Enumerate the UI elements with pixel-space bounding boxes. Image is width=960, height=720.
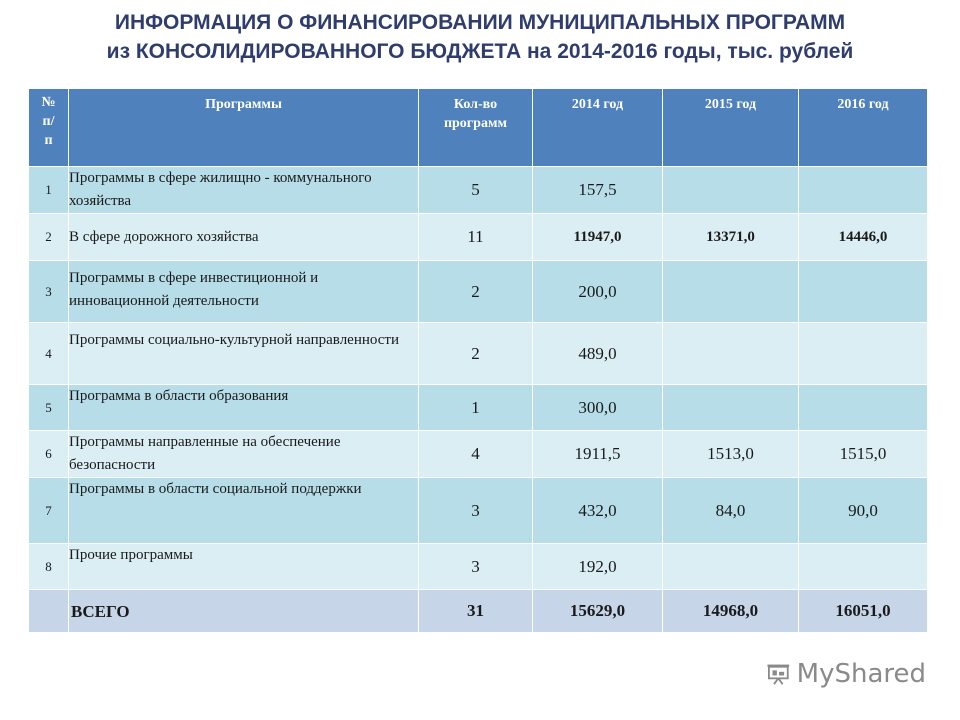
row-2016 bbox=[799, 261, 928, 323]
total-row bbox=[29, 590, 928, 633]
row-2015 bbox=[663, 544, 799, 590]
header-programs: Программы bbox=[69, 89, 419, 167]
header-2014: 2014 год bbox=[533, 89, 663, 167]
row-count: 4 bbox=[419, 431, 533, 478]
row-num: 8 bbox=[29, 544, 69, 590]
row-num: 1 bbox=[29, 167, 69, 214]
row-2014: 1911,5 bbox=[533, 431, 663, 478]
table-row bbox=[29, 323, 928, 385]
total-2014: 15629,0 bbox=[533, 590, 663, 633]
row-2016 bbox=[799, 167, 928, 214]
header-num: № п/ п bbox=[29, 89, 69, 167]
row-count: 5 bbox=[419, 167, 533, 214]
row-program-name: Программы в области социальной поддержки bbox=[69, 478, 419, 544]
total-2016: 16051,0 bbox=[799, 590, 928, 633]
title-line-2: из КОНСОЛИДИРОВАННОГО БЮДЖЕТА на 2014-2016 годы, тыс. рублей bbox=[106, 40, 854, 63]
row-num: 2 bbox=[29, 214, 69, 261]
row-count: 1 bbox=[419, 385, 533, 431]
row-2015: 1513,0 bbox=[663, 431, 799, 478]
row-program-name: Программы социально-культурной направленности bbox=[69, 323, 419, 385]
row-program-name: Программы в сфере жилищно - коммунального хозяйства bbox=[69, 167, 419, 214]
row-2014: 11947,0 bbox=[533, 214, 663, 261]
row-2016 bbox=[799, 544, 928, 590]
row-2014: 192,0 bbox=[533, 544, 663, 590]
total-count: 31 bbox=[419, 590, 533, 633]
row-program-name: В сфере дорожного хозяйства bbox=[69, 214, 419, 261]
table-header-row bbox=[29, 89, 928, 167]
total-num bbox=[29, 590, 69, 633]
row-2014: 300,0 bbox=[533, 385, 663, 431]
row-2014: 200,0 bbox=[533, 261, 663, 323]
row-num: 5 bbox=[29, 385, 69, 431]
row-2016: 1515,0 bbox=[799, 431, 928, 478]
row-program-name: Программы в сфере инвестиционной и инновационной деятельности bbox=[69, 261, 419, 323]
row-2015 bbox=[663, 261, 799, 323]
row-2016: 14446,0 bbox=[799, 214, 928, 261]
row-2016 bbox=[799, 385, 928, 431]
row-num: 7 bbox=[29, 478, 69, 544]
row-count: 11 bbox=[419, 214, 533, 261]
header-count: Кол-во программ bbox=[419, 89, 533, 167]
myshared-watermark bbox=[766, 656, 926, 692]
row-num: 3 bbox=[29, 261, 69, 323]
table-row bbox=[29, 385, 928, 431]
table-row bbox=[29, 214, 928, 261]
row-count: 3 bbox=[419, 544, 533, 590]
title-line-1: ИНФОРМАЦИЯ О ФИНАНСИРОВАНИИ МУНИЦИПАЛЬНЫХ ПРОГРАММ bbox=[114, 11, 846, 34]
row-count: 3 bbox=[419, 478, 533, 544]
row-2015 bbox=[663, 385, 799, 431]
row-2015: 84,0 bbox=[663, 478, 799, 544]
row-count: 2 bbox=[419, 261, 533, 323]
row-count: 2 bbox=[419, 323, 533, 385]
row-2014: 489,0 bbox=[533, 323, 663, 385]
row-num: 4 bbox=[29, 323, 69, 385]
table-row bbox=[29, 167, 928, 214]
row-program-name: Программа в области образования bbox=[69, 385, 419, 431]
total-2015: 14968,0 bbox=[663, 590, 799, 633]
row-2014: 432,0 bbox=[533, 478, 663, 544]
row-2015 bbox=[663, 323, 799, 385]
page-title bbox=[0, 8, 960, 66]
row-program-name: Программы направленные на обеспечение безопасности bbox=[69, 431, 419, 478]
row-2014: 157,5 bbox=[533, 167, 663, 214]
row-num: 6 bbox=[29, 431, 69, 478]
table-row bbox=[29, 478, 928, 544]
row-program-name: Прочие программы bbox=[69, 544, 419, 590]
total-label: ВСЕГО bbox=[69, 590, 419, 633]
watermark-text: MyShared bbox=[796, 659, 926, 689]
table-row bbox=[29, 431, 928, 478]
row-2015 bbox=[663, 167, 799, 214]
row-2015: 13371,0 bbox=[663, 214, 799, 261]
projector-screen-icon bbox=[766, 659, 791, 689]
table-row bbox=[29, 261, 928, 323]
row-2016 bbox=[799, 323, 928, 385]
header-2015: 2015 год bbox=[663, 89, 799, 167]
table-row bbox=[29, 544, 928, 590]
row-2016: 90,0 bbox=[799, 478, 928, 544]
header-2016: 2016 год bbox=[799, 89, 928, 167]
financing-table bbox=[28, 88, 928, 633]
